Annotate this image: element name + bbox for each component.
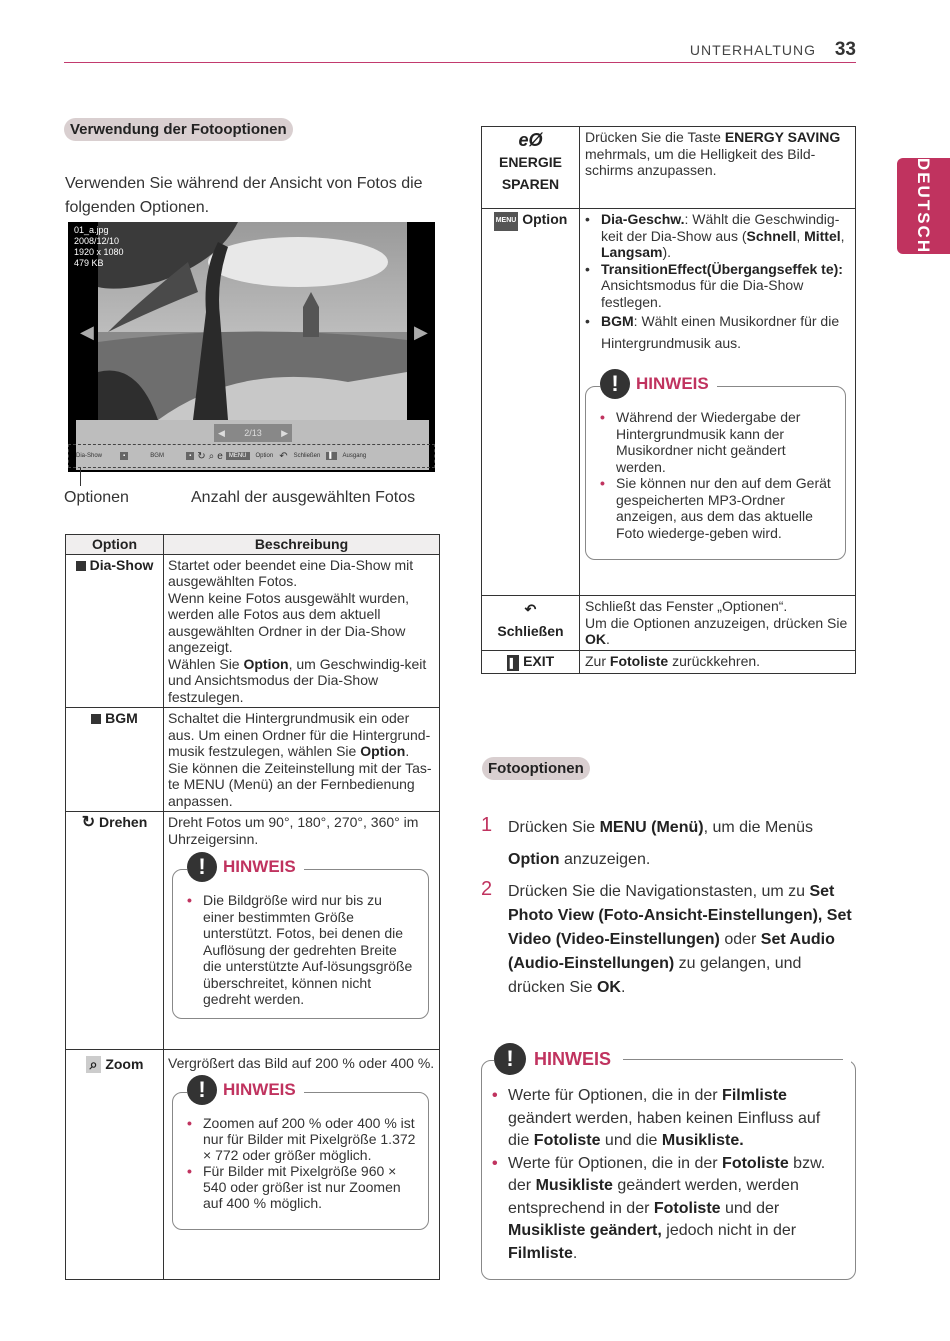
callout-line-options — [80, 468, 81, 486]
close-icon: ↶ — [524, 601, 537, 617]
note-item: • Zoomen auf 200 % oder 400 % ist nur für Bilder mit Pixelgröße 1.372 × 772 oder größer möglich. — [187, 1115, 416, 1163]
note-item: • Die Bildgröße wird nur bis zu einer bestimmten Größe unterstützt. Fotos, bei denen die Auflösung der gedrehten Breite die unterstützte Auf-lösungsgröße überschreitet, können nicht gedreht werden. — [187, 892, 416, 1008]
row-description: Zur Fotoliste zurückkehren. — [580, 650, 856, 674]
callout-count: Anzahl der ausgewählten Fotos — [191, 489, 416, 506]
options-bar — [68, 444, 435, 468]
toolbar-exit[interactable]: Ausgang — [342, 453, 367, 459]
warning-icon: ! — [600, 369, 630, 399]
row-label: EXIT — [523, 652, 555, 669]
close-icon[interactable]: ↶ — [279, 450, 288, 462]
row-label: BGM — [105, 710, 138, 726]
row-description: • Dia-Geschw.: Wählt die Geschwindig-keit der Dia-Show aus (Schnell, Mittel, Langsam). • TransitionEffect(Übergangseffek te): Ansichtsmodus für die Dia-Show festlegen. • BGM: Wählt einen Musikordner für die Hintergrundmusik aus. ! HINWEIS • Während der Wiedergabe der Hintergrundmusik kann der Musikordner nicht geändert werden. • Sie können nur den auf dem Gerät gespeicherten MP3-Ordner anzeigen, aus dem das aktuelle Foto wiederge-geben wird. — [580, 209, 856, 596]
exit-key-icon: ▌ — [507, 655, 519, 672]
note-item: • Während der Wiedergabe der Hintergrundmusik kann der Musikordner nicht geändert werden. — [600, 409, 833, 475]
note-item: • Werte für Optionen, die in der Filmliste geändert werden, haben keinen Einfluss auf die Fotoliste und die Musikliste. — [492, 1085, 843, 1153]
photo-meta — [74, 225, 124, 269]
note-item: • Werte für Optionen, die in der Fotoliste bzw. der Musikliste geändert werden, werden entsprechend in der Fotoliste und der Musikliste geändert, jedoch nicht in der Filmliste. — [492, 1153, 843, 1266]
callout-options: Optionen — [64, 489, 129, 506]
language-label: DEUTSCH — [914, 157, 934, 255]
steps-list — [481, 812, 856, 1008]
table-row — [482, 650, 856, 674]
warning-icon: ! — [187, 1075, 217, 1105]
photo-counter — [214, 424, 292, 442]
counter-prev-icon[interactable]: ◀ — [218, 427, 225, 438]
meta-date: 2008/12/10 — [74, 236, 120, 246]
warning-icon: ! — [494, 1043, 526, 1075]
zoom-icon: ⌕ — [86, 1056, 102, 1073]
table-row — [66, 812, 440, 1050]
step-1: 1 Drücken Sie MENU (Menü), um die Menüs Option anzuzeigen. — [481, 814, 813, 868]
meta-filename: 01_a.jpg — [74, 225, 109, 235]
table-row — [482, 209, 856, 596]
row-label: SPAREN — [501, 176, 560, 192]
toolbar-option[interactable]: Option — [255, 453, 274, 459]
note-title: HINWEIS — [223, 856, 296, 876]
row-label: Schließen — [497, 623, 564, 639]
note-box — [481, 1045, 856, 1280]
warning-icon: ! — [187, 852, 217, 882]
row-description: Schaltet die Hintergrundmusik ein oder aus. Um einen Ordner für die Hintergrund-musik festzulegen, wählen Sie Option. Sie können die Zeiteinstellung mit der Tas-te MENU (Menü) an der Fernbedienung anpassen. — [164, 708, 440, 812]
intro-text: Verwenden Sie während der Ansicht von Fotos die folgenden Optionen. — [65, 175, 423, 216]
row-description: Dreht Fotos um 90°, 180°, 270°, 360° im Uhrzeigersinn. ! HINWEIS • Die Bildgröße wird nur bis zu einer bestimmten Größe unterstützt. Fotos, bei denen die Auflösung der gedrehten Breite die unterstützte Auf-lösungsgröße überschreitet, können nicht gedreht werden. — [164, 812, 440, 1050]
row-label: Zoom — [105, 1056, 144, 1072]
page-number: 33 — [834, 39, 856, 60]
energy-icon[interactable]: e — [217, 450, 223, 462]
exit-key-icon: ▌ — [326, 452, 336, 460]
energy-icon: eØ — [518, 130, 543, 150]
meta-resolution: 1920 x 1080 — [74, 247, 124, 257]
col-description: Beschreibung — [164, 535, 440, 555]
toolbar-bgm[interactable]: BGM — [150, 453, 164, 459]
table-row — [66, 1050, 440, 1280]
bgm-icon — [91, 714, 101, 724]
row-label: Option — [522, 211, 568, 227]
bgm-key-icon: ▪ — [186, 452, 194, 460]
row-label: Dia-Show — [89, 556, 154, 573]
note-title: HINWEIS — [636, 373, 709, 393]
next-arrow-icon[interactable]: ▶ — [414, 322, 428, 342]
rotate-icon[interactable]: ↻ — [197, 450, 206, 462]
note-title: HINWEIS — [223, 1080, 296, 1099]
photo-image — [98, 222, 407, 420]
meta-size: 479 KB — [74, 258, 104, 268]
section-title: UNTERHALTUNG — [689, 42, 816, 58]
note-box — [172, 853, 429, 1019]
section-heading: Fotooptionen — [482, 757, 590, 780]
table-row — [482, 596, 856, 651]
row-description: Drücken Sie die Taste ENERGY SAVING mehrmals, um die Helligkeit des Bild-schirms anzupassen. — [580, 127, 856, 209]
options-table-cont — [481, 126, 856, 674]
options-table — [65, 534, 440, 1280]
note-item: • Sie können nur den auf dem Gerät gespeicherten MP3-Ordner anzeigen, aus dem das aktuelle Foto wiederge-geben wird. — [600, 475, 833, 541]
toolbar-diashow[interactable]: Dia-Show — [76, 453, 103, 459]
counter-next-icon[interactable]: ▶ — [281, 427, 288, 438]
table-row — [66, 554, 440, 708]
zoom-icon[interactable]: ⌕ — [208, 450, 215, 462]
diashow-icon — [76, 561, 86, 571]
note-item: • Für Bilder mit Pixelgröße 960 × 540 oder größer ist nur Zoomen auf 400 % möglich. — [187, 1163, 416, 1211]
menu-key-icon: MENU — [494, 212, 519, 231]
row-label: ENERGIE — [498, 154, 562, 170]
row-description: Vergrößert das Bild auf 200 % oder 400 %. ! HINWEIS • Zoomen auf 200 % oder 400 % ist nur für Bilder mit Pixelgröße 1.372 × 772 oder größer möglich. • Für Bilder mit Pixelgröße 960 × 540 oder größer ist nur Zoomen auf 400 % möglich. — [164, 1050, 440, 1280]
diashow-key-icon: ▪ — [120, 452, 128, 460]
table-row — [482, 127, 856, 209]
row-description: Schließt das Fenster „Optionen“. Um die Optionen anzuzeigen, drücken Sie OK. — [580, 596, 856, 651]
menu-key-icon: MENU — [226, 452, 250, 460]
counter-value: 2/13 — [244, 428, 262, 438]
row-description: Startet oder beendet eine Dia-Show mit ausgewählten Fotos. Wenn keine Fotos ausgewählt wurden, werden alle Fotos aus dem aktuell ausgewählten Ordner in der Dia-Show angezeigt. Wählen Sie Option, um Geschwindig-keit und Ansichtsmodus der Dia-Show festzulegen. — [164, 554, 440, 708]
col-option: Option — [66, 535, 164, 555]
step-2: 2 Drücken Sie die Navigationstasten, um zu Set Photo View (Foto-Ansicht-Einstellungen), Set Video (Video-Einstellungen) oder Set Audio (Audio-Einstellungen) zu gelangen, und drücken Sie OK. — [481, 878, 852, 996]
table-row — [66, 708, 440, 812]
toolbar-close[interactable]: Schließen — [293, 453, 321, 459]
prev-arrow-icon[interactable]: ◀ — [80, 322, 94, 342]
row-label: Drehen — [99, 814, 148, 830]
note-title: HINWEIS — [534, 1048, 612, 1069]
header-rule — [64, 62, 856, 63]
note-box — [172, 1077, 429, 1230]
language-tab — [897, 158, 950, 254]
section-heading: Verwendung der Fotooptionen — [64, 118, 293, 141]
rotate-icon: ↻ — [81, 814, 96, 831]
